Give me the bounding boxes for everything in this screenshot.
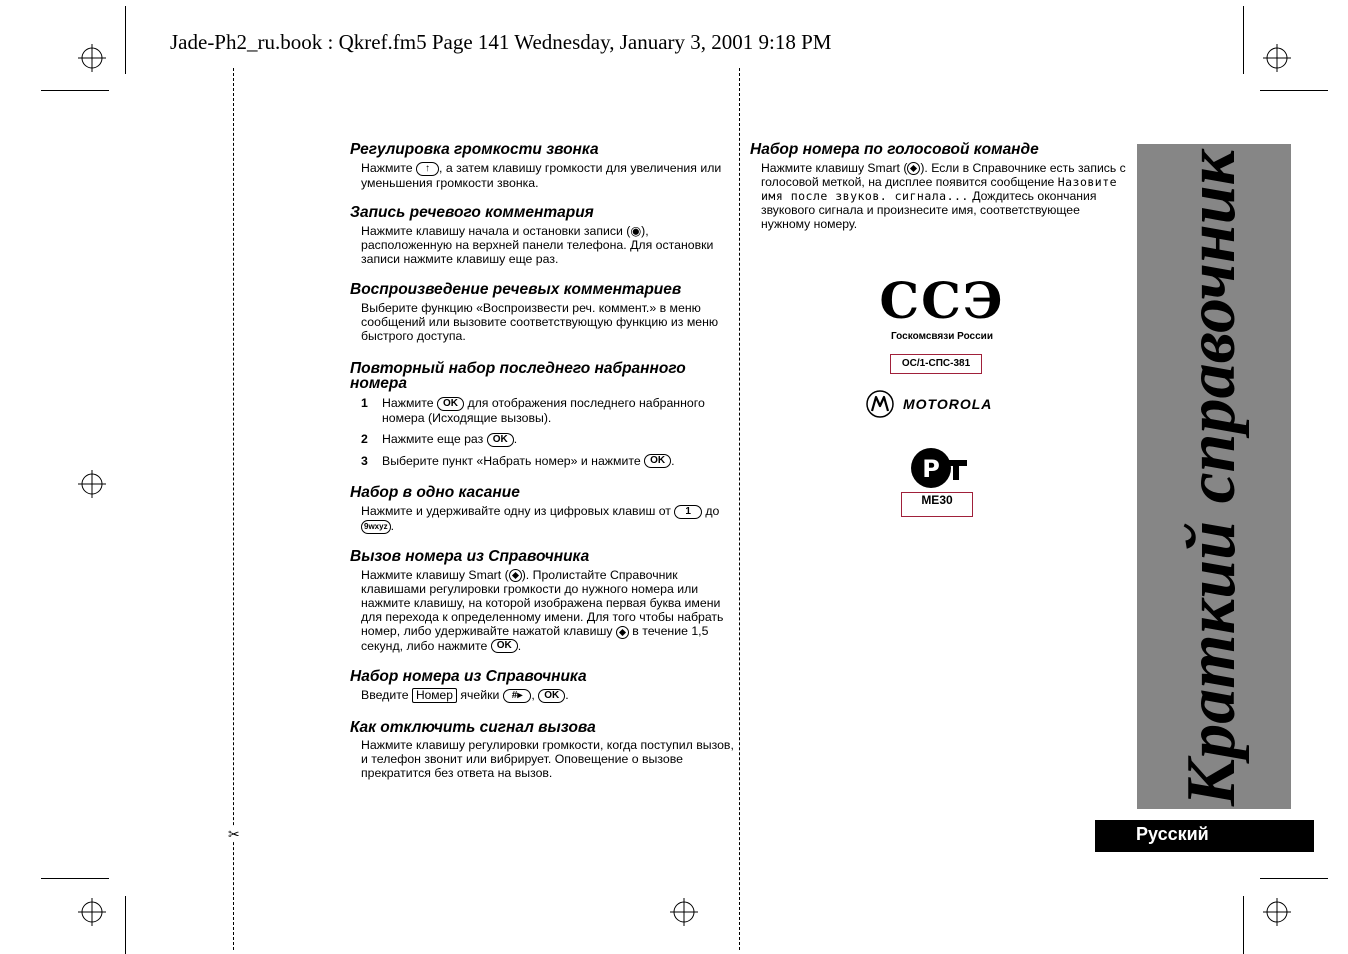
crop-mark	[1260, 90, 1328, 91]
section-title: Набор в одно касание	[350, 484, 520, 501]
step-item: 2 Нажмите еще раз OK .	[361, 431, 518, 446]
ok-key-icon: OK	[491, 639, 518, 653]
fold-line	[739, 68, 740, 950]
softkey-number: Номер	[412, 688, 457, 703]
registration-mark-icon	[78, 470, 106, 498]
section-title: Набор номера из Справочника	[350, 668, 587, 685]
smart-key-icon	[616, 626, 629, 639]
registration-mark-icon	[1263, 44, 1291, 72]
crop-mark	[125, 6, 126, 74]
section-title: Как отключить сигнал вызова	[350, 719, 596, 736]
crop-mark	[1243, 896, 1244, 954]
up-key-icon: ↑	[416, 162, 439, 176]
smart-key-icon	[907, 162, 920, 175]
ok-key-icon: OK	[487, 433, 514, 447]
sse-logo: ССЭ Госкомсвязи России	[879, 271, 1005, 342]
smart-key-icon	[509, 569, 522, 582]
crop-mark	[41, 878, 109, 879]
registration-mark-icon	[1263, 898, 1291, 926]
section-text: Нажмите и удерживайте одну из цифровых клавиш от 1 до 9wxyz .	[361, 504, 720, 533]
section-title: Вызов номера из Справочника	[350, 548, 590, 565]
registration-mark-icon	[78, 898, 106, 926]
section-text: Выберите функцию «Воспроизвести реч. коммент.» в меню сообщений или вызовите соответствующую функцию из меню быстрого доступа.	[361, 301, 719, 343]
page-header: Jade-Ph2_ru.book : Qkref.fm5 Page 141 Wednesday, January 3, 2001 9:18 PM	[170, 30, 832, 54]
section-dial-from-phonebook	[350, 669, 735, 703]
side-title: Краткий справочник	[1173, 149, 1250, 807]
cut-line	[233, 68, 234, 950]
registration-mark-icon	[78, 44, 106, 72]
section-title: Набор номера по голосовой команде	[750, 141, 1039, 158]
ok-key-icon: OK	[644, 454, 671, 468]
crop-mark	[125, 896, 126, 954]
key-9-icon: 9wxyz	[361, 520, 391, 534]
pct-code: МЕ30	[901, 492, 973, 517]
section-speed-dial	[350, 485, 735, 534]
motorola-logo: MOTOROLA	[865, 389, 992, 419]
pound-key-icon: #▸	[503, 689, 532, 703]
section-title: Регулировка громкости звонка	[350, 141, 599, 158]
section-ring-volume	[350, 142, 735, 190]
ok-key-icon: OK	[437, 397, 464, 411]
section-voice-dial	[750, 142, 1130, 231]
key-1-icon: 1	[674, 505, 702, 519]
section-text: Нажмите клавишу Smart ( ). Если в Справочнике есть запись с голосовой меткой, на дисплее появится сообщение Назовите имя после звуков. сигнала... Дождитесь окончания звукового сигнала и произнесите имя, соответствующее нужному номеру.	[761, 161, 1126, 232]
section-call-from-phonebook	[350, 549, 735, 653]
ok-key-icon: OK	[538, 689, 565, 703]
step-item: 3 Выберите пункт «Набрать номер» и нажмите OK .	[361, 453, 675, 468]
section-text: Нажмите клавишу регулировки громкости, когда поступил вызов, и телефон звонит или вибрирует. Оповещение о вызове прекратится без ответа на вызов.	[361, 738, 734, 780]
section-voice-note-record	[350, 205, 735, 266]
crop-mark	[1243, 6, 1244, 74]
section-title: Запись речевого комментария	[350, 204, 594, 221]
pct-logo-icon	[909, 446, 969, 490]
section-voice-note-play	[350, 282, 735, 343]
step-item: 1 Нажмите OK для отображения последнего набранного номера (Исходящие вызовы).	[361, 396, 705, 425]
section-mute-ringer	[350, 720, 735, 780]
crop-mark	[41, 90, 109, 91]
certificate-box: ОС/1-СПС-381	[890, 354, 982, 374]
section-text: Нажмите клавишу Smart ( ). Пролистайте Справочник клавишами регулировки громкости до нужного номера или нажмите клавишу, на которой изображена первая буква имени для перехода к определенному имени. Для того чтобы набрать номер, либо удерживайте нажатой клавишу в течение 1,5 секунд, либо нажмите OK .	[361, 568, 724, 653]
language-tab: Русский	[1095, 820, 1314, 852]
section-redial	[350, 361, 735, 468]
section-title: Воспроизведение речевых комментариев	[350, 281, 682, 298]
registration-mark-icon	[670, 898, 698, 926]
section-title: Повторный набор последнего набранного номера	[350, 360, 686, 392]
motorola-batwing-icon	[865, 389, 895, 419]
section-text: Нажмите ↑ , а затем клавишу громкости для увеличения или уменьшения громкости звонка.	[361, 161, 722, 190]
pct-certification-mark	[901, 446, 975, 519]
svg-text:Р: Р	[922, 455, 940, 483]
display-message: Назовите имя после звуков. сигнала...	[761, 175, 1118, 204]
section-text: Нажмите клавишу начала и остановки записи (◉), расположенную на верхней панели телефона. Для остановки записи нажмите клавишу еще раз.	[361, 224, 714, 266]
section-text: Введите Номер ячейки #▸ , OK .	[361, 688, 569, 702]
scissors-icon: ✂	[228, 826, 240, 842]
crop-mark	[1260, 878, 1328, 879]
